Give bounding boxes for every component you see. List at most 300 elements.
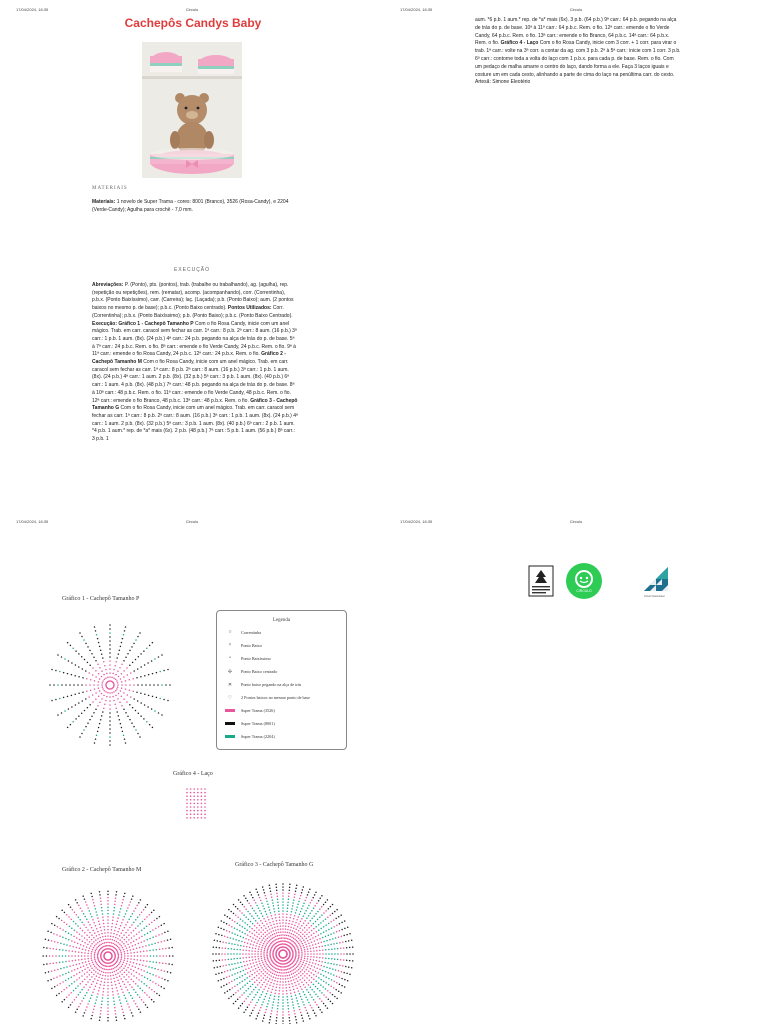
stitch-mark [153, 1001, 155, 1003]
stitch-mark [132, 662, 134, 664]
stitch-mark [243, 992, 245, 994]
stitch-mark [227, 936, 229, 938]
stitch-mark [71, 976, 73, 978]
stitch-mark [249, 947, 251, 949]
stitch-mark [315, 971, 317, 973]
stitch-mark [277, 926, 279, 928]
stitch-mark [249, 975, 251, 977]
stitch-mark [269, 962, 271, 964]
stitch-mark [102, 968, 104, 970]
stitch-mark [328, 978, 330, 980]
stitch-mark [332, 968, 334, 970]
legend-item [217, 666, 346, 679]
stitch-mark [302, 905, 304, 907]
stitch-mark [90, 679, 92, 681]
stitch-mark [129, 927, 131, 929]
stitch-mark [95, 971, 97, 973]
stitch-mark [265, 911, 267, 913]
stitch-mark [86, 946, 88, 948]
stitch-mark [95, 950, 97, 952]
stitch-mark [254, 953, 256, 955]
stitch-mark [107, 906, 109, 908]
stitch-mark [87, 662, 89, 664]
stitch-mark [101, 698, 103, 700]
stitch-mark [116, 966, 118, 968]
stitch-mark [269, 967, 271, 969]
stitch-mark [266, 1006, 268, 1008]
stitch-mark [161, 941, 163, 943]
stitch-mark [127, 958, 129, 960]
stitch-mark [87, 958, 89, 960]
stitch-mark [261, 958, 263, 960]
stitch-mark [271, 896, 273, 898]
stitch-mark [306, 1010, 308, 1012]
stitch-mark [227, 970, 229, 972]
stitch-mark [56, 962, 58, 964]
stitch-mark [136, 948, 138, 950]
stitch-mark [327, 944, 329, 946]
stitch-mark [100, 649, 102, 651]
stitch-mark [311, 977, 313, 979]
stitch-mark [288, 938, 290, 940]
stitch-mark [257, 1015, 259, 1017]
stitch-mark [236, 929, 238, 931]
stitch-mark [260, 965, 262, 967]
stitch-mark [149, 961, 151, 963]
stitch-mark [130, 901, 132, 903]
stitch-mark [240, 988, 242, 990]
stitch-mark [81, 975, 83, 977]
stitch-mark [105, 669, 107, 671]
stitch-mark [146, 955, 148, 957]
stitch-mark [145, 965, 147, 967]
stitch-mark [193, 803, 195, 805]
stitch-mark [237, 984, 239, 986]
stitch-mark [103, 985, 105, 987]
stitch-mark [304, 951, 306, 953]
stitch-mark [68, 1007, 70, 1009]
stitch-mark [75, 960, 77, 962]
stitch-mark [272, 966, 274, 968]
stitch-mark [276, 974, 278, 976]
stitch-mark [304, 941, 306, 943]
stitch-mark [62, 974, 64, 976]
stitch-mark [229, 931, 231, 933]
stitch-mark [111, 942, 113, 944]
stitch-mark [224, 953, 226, 955]
stitch-mark [311, 996, 313, 998]
stitch-mark [45, 972, 47, 974]
stitch-mark [74, 981, 76, 983]
stitch-mark [304, 975, 306, 977]
stitch-mark [116, 680, 118, 682]
stitch-mark [292, 952, 294, 954]
stitch-mark [121, 687, 123, 689]
stitch-mark [116, 711, 118, 713]
stitch-mark [343, 947, 345, 949]
stitch-mark [111, 968, 113, 970]
stitch-mark [269, 1019, 271, 1021]
stitch-mark [119, 948, 121, 950]
stitch-mark [320, 979, 322, 981]
stitch-mark [135, 967, 137, 969]
stitch-mark [235, 1001, 237, 1003]
stitch-mark [144, 704, 146, 706]
stitch-mark [91, 927, 93, 929]
stitch-mark [282, 934, 284, 936]
stitch-mark [129, 650, 131, 652]
stitch-mark [56, 948, 58, 950]
stitch-mark [343, 953, 345, 955]
stitch-mark [266, 964, 268, 966]
stitch-mark [304, 927, 306, 929]
stitch-mark [282, 889, 284, 891]
stitch-mark [300, 996, 302, 998]
stitch-mark [86, 678, 88, 680]
stitch-mark [97, 638, 99, 640]
stitch-mark [87, 955, 89, 957]
stitch-mark [132, 1015, 134, 1017]
g3-diagram [210, 876, 356, 1024]
g2-text: Com o fio Rosa Candy, inicie com um anel mágico. Trab. em carr. caracol sem fechar as carr. 1ª carr.: 8 p.b. 2ª carr.: 8 aum. (16 p.b.) 3ª carr.: 1 p.b. 1 aum. (8x). (24 p.b.) 4ª carr.: 1 aum. 2 p.b. (8x). (32 p.b.) 5ª carr.: 3 p.b. 1 aum. (8x). (40 p.b.) 6ª carr.: 1 aum. 4 p.b. (8x). (48 p.b.) 7ª carr.: 48 p.b. pegando na alça de trás do p. de base. 8ª à 10ª carr.: 48 p.b.c. Rem. o fio. 11ª carr.: emende o fio Verde Candy, 48 p.b.c. Rem. o fio. 12ª carr.: emende o fio Branco, 48 p.b.c. 13ª carr.: 48 p.b.x. Rem. o fio. [92, 359, 295, 404]
stitch-mark [157, 942, 159, 944]
stitch-mark [270, 963, 272, 965]
stitch-mark [312, 1010, 314, 1012]
g4-diagram [184, 786, 208, 822]
stitch-mark [109, 740, 111, 742]
stitch-mark [93, 941, 95, 943]
stitch-mark [265, 986, 267, 988]
stitch-mark [67, 727, 69, 729]
stitch-mark [258, 917, 260, 919]
stitch-mark [91, 972, 93, 974]
stitch-mark [267, 916, 269, 918]
stitch-mark [133, 922, 135, 924]
stitch-mark [141, 684, 143, 686]
stitch-mark [152, 673, 154, 675]
stitch-mark [102, 657, 104, 659]
legend-symbol: × [228, 643, 232, 648]
stitch-mark [50, 932, 52, 934]
stitch-mark [60, 968, 62, 970]
stitch-mark [314, 940, 316, 942]
stitch-mark [286, 913, 288, 915]
stitch-mark [240, 945, 242, 947]
stitch-mark [260, 920, 262, 922]
stitch-mark [298, 916, 300, 918]
stitch-mark [315, 892, 317, 894]
stitch-mark [313, 956, 315, 958]
stitch-mark [107, 1007, 109, 1009]
stitch-mark [265, 1009, 267, 1011]
stitch-mark [91, 653, 93, 655]
stitch-mark [307, 999, 309, 1001]
stitch-mark [302, 964, 304, 966]
stitch-mark [263, 937, 265, 939]
logo3-text: Circulo Sustentável [644, 595, 665, 598]
legend-swatch-item [217, 718, 346, 731]
stitch-mark [307, 966, 309, 968]
stitch-mark [334, 911, 336, 913]
stitch-mark [282, 984, 284, 986]
stitch-mark [91, 976, 93, 978]
stitch-mark [235, 992, 237, 994]
stitch-mark [94, 957, 96, 959]
stitch-mark [266, 973, 268, 975]
stitch-mark [322, 953, 324, 955]
stitch-mark [80, 967, 82, 969]
stitch-mark [282, 913, 284, 915]
header-timestamp: 17/04/2024, 16:35 [400, 519, 433, 524]
stitch-mark [258, 948, 260, 950]
stitch-mark [328, 929, 330, 931]
stitch-mark [278, 993, 280, 995]
stitch-mark [103, 707, 105, 709]
stitch-mark [267, 903, 269, 905]
stitch-mark [158, 934, 160, 936]
stitch-mark [322, 957, 324, 959]
stitch-mark [230, 996, 232, 998]
stitch-mark [171, 964, 173, 966]
stitch-mark [294, 965, 296, 967]
stitch-mark [99, 646, 101, 648]
stitch-mark [269, 885, 271, 887]
stitch-mark [347, 980, 349, 982]
stitch-mark [296, 946, 298, 948]
stitch-mark [311, 989, 313, 991]
stitch-mark [130, 952, 132, 954]
stitch-mark [89, 650, 91, 652]
stitch-mark [114, 943, 116, 945]
stitch-mark [144, 976, 146, 978]
stitch-mark [299, 944, 301, 946]
stitch-mark [67, 642, 69, 644]
stitch-mark [258, 929, 260, 931]
stitch-mark [127, 960, 129, 962]
stitch-mark [105, 700, 107, 702]
stitch-mark [301, 950, 303, 952]
stitch-mark [109, 945, 111, 947]
stitch-mark [122, 899, 124, 901]
stitch-mark [333, 981, 335, 983]
stitch-mark [123, 670, 125, 672]
stitch-mark [85, 643, 87, 645]
stitch-mark [109, 969, 111, 971]
stitch-mark [282, 996, 284, 998]
stitch-mark [98, 920, 100, 922]
stitch-mark [275, 977, 277, 979]
stitch-mark [305, 996, 307, 998]
stitch-mark [259, 1010, 261, 1012]
stitch-mark [288, 926, 290, 928]
stitch-mark [133, 935, 135, 937]
stitch-mark [82, 981, 84, 983]
stitch-mark [125, 712, 127, 714]
stitch-mark [107, 966, 109, 968]
stitch-mark [249, 913, 251, 915]
stitch-mark [287, 907, 289, 909]
stitch-mark [224, 936, 226, 938]
stitch-mark [70, 1004, 72, 1006]
stitch-mark [336, 998, 338, 1000]
stitch-mark [101, 676, 103, 678]
stitch-mark [300, 911, 302, 913]
stitch-mark [263, 908, 265, 910]
stitch-mark [104, 690, 106, 692]
stitch-mark [270, 939, 272, 941]
stitch-mark [100, 930, 102, 932]
stitch-mark [112, 975, 114, 977]
stitch-mark [276, 984, 278, 986]
stitch-mark [65, 684, 67, 686]
stitch-mark [257, 991, 259, 993]
stitch-mark [307, 1012, 309, 1014]
stitch-mark [258, 966, 260, 968]
stitch-mark [186, 788, 188, 790]
stitch-mark [291, 967, 293, 969]
header-site: Circulo [569, 519, 583, 524]
stitch-mark [286, 990, 288, 992]
stitch-mark [239, 949, 241, 951]
stitch-mark [92, 949, 94, 951]
stitch-mark [115, 937, 117, 939]
stitch-mark [255, 945, 257, 947]
stitch-mark [256, 932, 258, 934]
stitch-mark [351, 967, 353, 969]
stitch-mark [287, 999, 289, 1001]
stitch-mark [159, 948, 161, 950]
stitch-mark [128, 971, 130, 973]
stitch-mark [234, 921, 236, 923]
stitch-mark [117, 682, 119, 684]
stitch-mark [254, 965, 256, 967]
stitch-mark [122, 930, 124, 932]
stitch-mark [267, 1003, 269, 1005]
stitch-mark [289, 987, 291, 989]
stitch-mark [138, 979, 140, 981]
stitch-mark [137, 668, 139, 670]
stitch-mark [91, 984, 93, 986]
stitch-mark [262, 922, 264, 924]
stitch-mark [124, 953, 126, 955]
stitch-mark [266, 914, 268, 916]
stitch-mark [129, 679, 131, 681]
stitch-mark [113, 997, 115, 999]
stitch-mark [167, 939, 169, 941]
stitch-mark [268, 987, 270, 989]
stitch-mark [259, 969, 261, 971]
stitch-mark [156, 962, 158, 964]
stitch-mark [90, 945, 92, 947]
stitch-mark [284, 969, 286, 971]
stitch-mark [291, 933, 293, 935]
stitch-mark [97, 938, 99, 940]
legend-swatch-item [217, 705, 346, 718]
stitch-mark [251, 915, 253, 917]
stitch-mark [313, 979, 315, 981]
circulo-green-logo [565, 562, 603, 605]
stitch-mark [121, 905, 123, 907]
stitch-mark [126, 941, 128, 943]
stitch-mark [234, 979, 236, 981]
stitch-mark [157, 969, 159, 971]
stitch-mark [149, 938, 151, 940]
stitch-mark [302, 1001, 304, 1003]
stitch-mark [239, 996, 241, 998]
stitch-mark [213, 946, 215, 948]
stitch-mark [190, 810, 192, 812]
stitch-mark [81, 910, 83, 912]
stitch-mark [307, 940, 309, 942]
stitch-mark [71, 695, 73, 697]
stitch-mark [141, 941, 143, 943]
stitch-mark [311, 972, 313, 974]
stitch-mark [146, 994, 148, 996]
stitch-mark [264, 1014, 266, 1016]
stitch-mark [140, 702, 142, 704]
stitch-mark [291, 924, 293, 926]
stitch-mark [297, 941, 299, 943]
stitch-mark [125, 965, 127, 967]
stitch-mark [340, 992, 342, 994]
stitch-mark [245, 938, 247, 940]
stitch-mark [91, 953, 93, 955]
stitch-mark [123, 943, 125, 945]
stitch-mark [75, 1011, 77, 1013]
stitch-mark [292, 902, 294, 904]
materials-text: 1 novelo de Super Trama - cores: 8001 (Branco), 3526 (Rosa-Candy), e 2204 (Verde-Candy); Agulha para crochê - 7,0 mm. [92, 199, 289, 213]
stitch-mark [288, 923, 290, 925]
stitch-mark [111, 677, 113, 679]
stitch-mark [304, 987, 306, 989]
stitch-mark [335, 989, 337, 991]
stitch-mark [164, 970, 166, 972]
stitch-mark [255, 986, 257, 988]
g3-label: Gráfico 3 - Cachepô Tamanho G [92, 397, 298, 412]
stitch-mark [113, 913, 115, 915]
stitch-mark [50, 979, 52, 981]
stitch-mark [272, 934, 274, 936]
stitch-mark [306, 929, 308, 931]
stitch-mark [312, 969, 314, 971]
stitch-mark [127, 674, 129, 676]
stitch-mark [109, 704, 111, 706]
stitch-mark [107, 894, 109, 896]
stitch-mark [351, 940, 353, 942]
stitch-mark [278, 969, 280, 971]
legend-label: Correntinha [241, 630, 262, 635]
stitch-mark [146, 939, 148, 941]
stitch-mark [53, 962, 55, 964]
stitch-mark [248, 919, 250, 921]
stitch-mark [337, 953, 339, 955]
stitch-mark [115, 897, 117, 899]
stitch-mark [215, 953, 217, 955]
stitch-mark [284, 972, 286, 974]
stitch-mark [135, 983, 137, 985]
stitch-mark [136, 977, 138, 979]
stitch-mark [133, 970, 135, 972]
stitch-mark [317, 996, 319, 998]
stitch-mark [265, 936, 267, 938]
stitch-mark [85, 698, 87, 700]
stitch-mark [90, 965, 92, 967]
stitch-mark [71, 706, 73, 708]
stitch-mark [47, 930, 49, 932]
stitch-mark [115, 984, 117, 986]
stitch-mark [279, 972, 281, 974]
stitch-mark [313, 915, 315, 917]
